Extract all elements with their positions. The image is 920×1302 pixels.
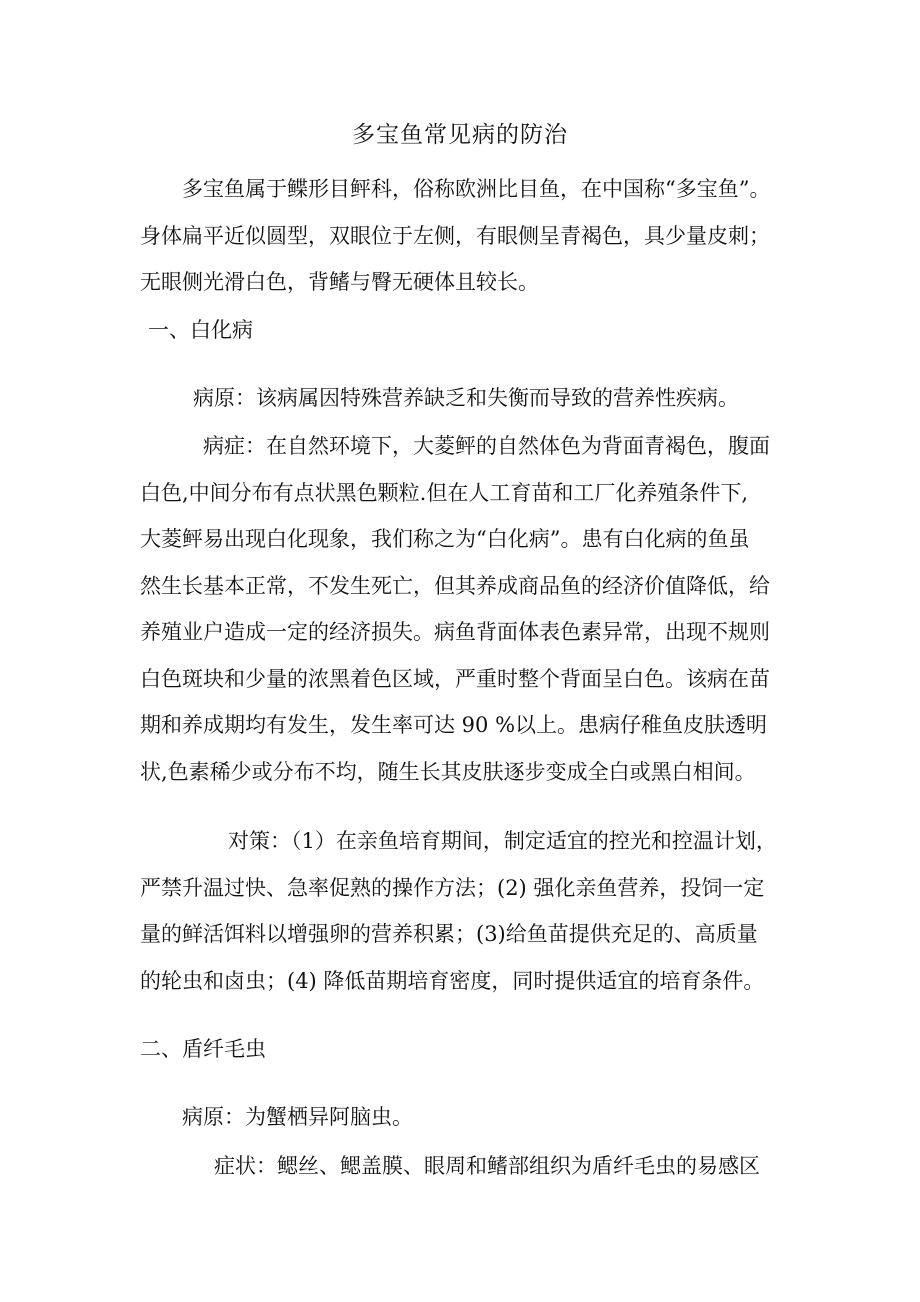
intro-paragraph xyxy=(140,166,785,306)
symptom-line: 白色斑块和少量的浓黑着色区域，严重时整个背面呈白色。该病在苗 xyxy=(140,666,770,691)
countermeasure-line: 量的鲜活饵料以增强卵的营养积累；(3)给鱼苗提供充足的、高质量 xyxy=(140,922,758,946)
intro-line: 多宝鱼属于鲽形目鲆科，俗称欧洲比目鱼，在中国称“多宝鱼”。 xyxy=(182,177,771,201)
symptom-line: 白色,中间分布有点状黑色颗粒.但在人工育苗和工厂化养殖条件下, xyxy=(140,480,749,505)
ciliate-symptom: 症状：鳃丝、鳃盖膜、眼周和鳍部组织为盾纤毛虫的易感区 xyxy=(214,1154,760,1178)
albinism-countermeasures xyxy=(140,818,785,1004)
intro-line: 无眼侧光滑白色，背鳍与臀无硬体且较长。 xyxy=(140,270,539,294)
symptom-line: 大菱鲆易出现白化现象，我们称之为“白化病”。患有白化病的鱼虽 xyxy=(140,527,750,551)
section-heading-albinism: 一、白化病 xyxy=(148,318,253,342)
symptom-line: 养殖业户造成一定的经济损失。病鱼背面体表色素异常，出现不规则 xyxy=(140,620,770,644)
countermeasure-line: 对策：（1）在亲鱼培育期间，制定适宜的控光和控温计划， xyxy=(228,829,777,853)
symptom-line: 病症：在自然环境下，大菱鲆的自然体色为背面青褐色，腹面 xyxy=(203,434,770,458)
symptom-line: 然生长基本正常，不发生死亡，但其养成商品鱼的经济价值降低，给 xyxy=(140,573,770,598)
page-title: 多宝鱼常见病的防治 xyxy=(352,122,568,148)
section-heading-ciliate: 二、盾纤毛虫 xyxy=(140,1037,266,1061)
symptom-line: 期和养成期均有发生，发生率可达 90 %以上。患病仔稚鱼皮肤透明 xyxy=(140,713,768,737)
intro-line: 身体扁平近似圆型，双眼位于左侧，有眼侧呈青褐色，具少量皮刺； xyxy=(140,223,770,248)
albinism-pathogen: 病原：该病属因特殊营养缺乏和失衡而导致的营养性疾病。 xyxy=(193,386,739,410)
ciliate-pathogen: 病原：为蟹栖异阿脑虫。 xyxy=(182,1105,413,1129)
symptom-line: 状,色素稀少或分布不均，随生长其皮肤逐步变成全白或黑白相间。 xyxy=(140,759,756,784)
countermeasure-line: 严禁升温过快、急率促熟的操作方法；(2) 强化亲鱼营养，投饲一定 xyxy=(140,875,765,900)
albinism-symptoms xyxy=(140,423,785,795)
countermeasure-line: 的轮虫和卤虫；(4) 降低苗期培育密度，同时提供适宜的培育条件。 xyxy=(140,968,765,993)
